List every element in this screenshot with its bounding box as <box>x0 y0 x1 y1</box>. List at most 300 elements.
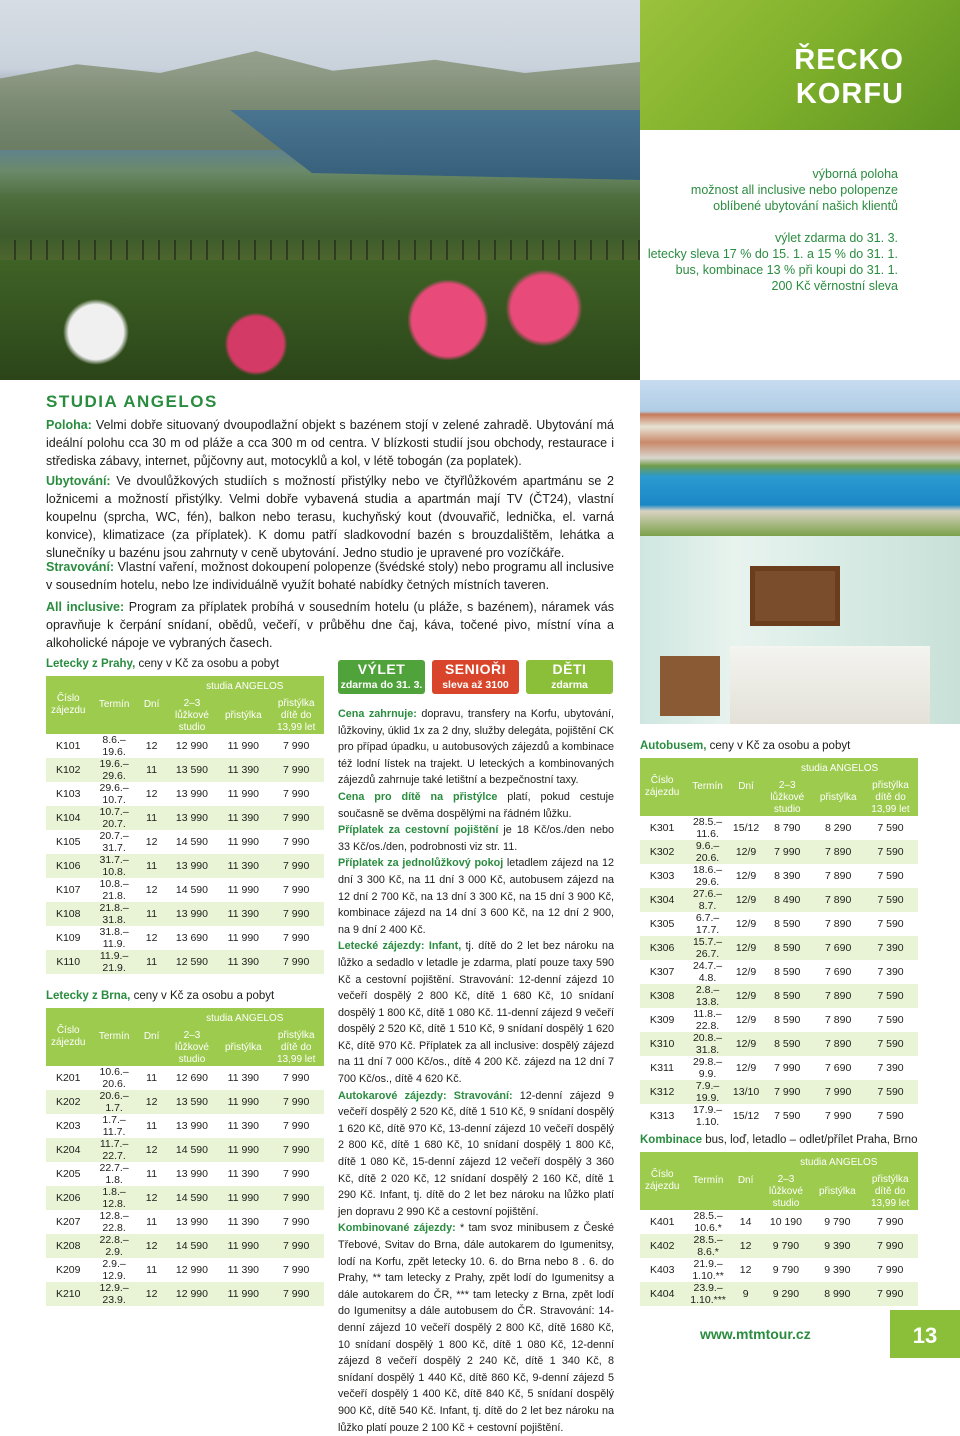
table-row <box>640 1008 918 1032</box>
table-cell: 12/9 <box>731 960 761 984</box>
table-cell: 7 690 <box>813 1056 863 1080</box>
table-cell: K312 <box>640 1080 684 1104</box>
table-cell: 31.8.–11.9. <box>90 926 137 950</box>
table-cell: 8.6.–19.6. <box>90 734 137 758</box>
table-cell: 13 990 <box>166 1162 219 1186</box>
table-cell: 7 990 <box>862 1234 918 1258</box>
table-cell: 13 990 <box>166 1114 219 1138</box>
info-combined-trips: Kombinované zájezdy: * tam svoz minibusem z České Třebové, Svitav do Brna, dále autokarem do Igumenitsy, lodí na Korfu, zpět letecky 10. 6. do Brna nebo 8 . 6. do Prahy, ** tam letecky z Prahy, zpět lodí do Igumenitsy a dále autokarem do ČR, *** tam letecky z Brna, zpět lodí do Igumenitsy a dále autobusem do ČR. Stravování: 14-denní zájezd 10 večeří dospělý 2 800 Kč, dítě 1680 Kč, 10 snídaní dospělý 1 800 Kč, dítě 1 080 Kč, 12-denní zájezd 8 večeří dospělý 2 240 Kč, dítě 1 340 Kč, 8 snídaní dospělý 1 440 Kč, dítě 860 Kč, 9-denní zájezd 5 večeří dospělý 1 400 Kč, dítě 840 Kč, 5 snídaní dospělý 900 Kč, dítě 540 Kč. Infant, tj. dítě do 2 let bez nároku na lůžko platí pouze 2 100 Kč + cestovní pojištění. <box>338 1222 615 1434</box>
table-cell: 1.8.–12.8. <box>90 1186 137 1210</box>
table-cell: 14 590 <box>166 1186 219 1210</box>
table-row <box>640 960 918 984</box>
table-cell: 13 990 <box>166 902 219 926</box>
table-cell: 21.8.–31.8. <box>90 902 137 926</box>
table-cell: 7 990 <box>761 1056 813 1080</box>
table-row <box>46 806 324 830</box>
table-cell: 2.9.–12.9. <box>90 1258 137 1282</box>
table-cell: 12.8.–22.8. <box>90 1210 137 1234</box>
table-cell: 12 <box>138 830 166 854</box>
table-row <box>46 1138 324 1162</box>
table-cell: 7 990 <box>268 950 324 974</box>
table-cell: 13 690 <box>166 926 219 950</box>
table-cell: 7 990 <box>268 1090 324 1114</box>
table-cell: 20.6.–1.7. <box>90 1090 137 1114</box>
table-cell: 12 690 <box>166 1066 219 1090</box>
table-cell: 7 990 <box>268 1258 324 1282</box>
table-cell: 11 390 <box>218 1258 268 1282</box>
table-cell: 11 990 <box>218 1234 268 1258</box>
table-cell: 17.9.–1.10. <box>684 1104 731 1128</box>
table-cell: 14 590 <box>166 878 219 902</box>
table-row <box>46 782 324 806</box>
table-cell: 7 990 <box>268 1234 324 1258</box>
table-row <box>640 816 918 840</box>
table-cell: K210 <box>46 1282 90 1306</box>
table-row <box>46 1090 324 1114</box>
table-cell: 7 390 <box>863 960 918 984</box>
table-row <box>640 1282 918 1306</box>
table-cell: 12/9 <box>731 888 761 912</box>
table-cell: 7 990 <box>268 1210 324 1234</box>
badge-seniors: SENIOŘI sleva až 3100 <box>432 660 519 694</box>
table-row <box>46 926 324 950</box>
accommodation-paragraph: Ubytování: Ve dvoulůžkových studiích s možností přistýlky nebo ve čtyřlůžkovém apartmánu se 2 ložnicemi a možností přistýlky. Velmi dobře vybavená studia a apartmán mají TV (ČT24), vlastní koupelnu (sprcha, WC, fén), balkon nebo terasu, kuchyňský kout (dvouvařič, lednička, el. varná konvice), klimatizace (za příplatek). K domu patří sladkovodní bazén s brouzdalištěm, lehátka a slunečníky u bazénu jsou zahrnuty v ceně ubytování. Jedno studio je upravené pro vozíčkáře. <box>46 474 614 560</box>
all-inclusive-paragraph: All inclusive: Program za příplatek probíhá v sousedním hotelu (u pláže, s bazénem), náramek vás opravňuje k čerpání snídaní, obědů, večeří, v průběhu dne čaj, káva, točené pivo, místní vína a alkoholické nápoje ve vybraných časech. <box>46 600 615 650</box>
table-cell: K209 <box>46 1258 90 1282</box>
promo-3: bus, kombinace 13 % při koupi do 31. 1. <box>675 263 898 277</box>
table-cell: 12/9 <box>731 1008 761 1032</box>
table-cell: K106 <box>46 854 90 878</box>
price-table-combination <box>640 1152 918 1306</box>
table-cell: 12.9.–23.9. <box>90 1282 137 1306</box>
page-number: 13 <box>890 1310 960 1358</box>
table-cell: 11 990 <box>218 782 268 806</box>
table-cell: 7 890 <box>813 840 863 864</box>
table-cell: 29.8.–9.9. <box>684 1056 731 1080</box>
table-cell: K109 <box>46 926 90 950</box>
promo-4: 200 Kč věrnostní sleva <box>771 279 898 293</box>
table-cell: 18.6.–29.6. <box>684 864 731 888</box>
table-cell: K306 <box>640 936 684 960</box>
table-cell: 7 590 <box>863 816 918 840</box>
table-cell: K108 <box>46 902 90 926</box>
table-row <box>46 854 324 878</box>
col-extra-bed: přistýlka <box>812 1174 862 1210</box>
table-cell: 7 990 <box>813 1080 863 1104</box>
badge-children: DĚTI zdarma <box>526 660 613 694</box>
table-cell: 7 890 <box>813 1032 863 1056</box>
table-cell: 7 590 <box>863 1008 918 1032</box>
table-row <box>640 888 918 912</box>
table-cell: 12/9 <box>731 912 761 936</box>
table-cell: 13 590 <box>166 758 219 782</box>
col-extra-bed-child: přistýlka dítě do 13,99 let <box>268 1030 324 1066</box>
col-studio: 2–3 lůžkové studio <box>166 698 219 734</box>
table-cell: 21.9.–1.10.** <box>684 1258 731 1282</box>
table-row <box>640 840 918 864</box>
table-cell: 8 590 <box>761 936 813 960</box>
table-cell: 7 590 <box>863 984 918 1008</box>
table-cell: K401 <box>640 1210 684 1234</box>
country-title: ŘECKO <box>794 44 904 76</box>
table-cell: 7 990 <box>862 1282 918 1306</box>
table-cell: 11 990 <box>218 926 268 950</box>
table-cell: 11 <box>138 758 166 782</box>
table-row <box>46 1162 324 1186</box>
col-dates: Termín <box>90 676 137 734</box>
table-row <box>640 1080 918 1104</box>
table-cell: 9 390 <box>812 1234 862 1258</box>
table-cell: 11.7.–22.7. <box>90 1138 137 1162</box>
table-cell: K310 <box>640 1032 684 1056</box>
highlight-1: výborná poloha <box>812 167 898 181</box>
table-cell: 7 990 <box>268 854 324 878</box>
info-child-extra-bed: Cena pro dítě na přistýlce platí, pokud cestuje současně se dvěma dospělými na řádném lůžku. <box>338 790 614 820</box>
table-cell: 7 890 <box>813 1008 863 1032</box>
table-cell: 9.6.–20.6. <box>684 840 731 864</box>
col-studio: 2–3 lůžkové studio <box>760 1174 813 1210</box>
table-cell: 11 990 <box>218 1282 268 1306</box>
table-cell: K402 <box>640 1234 684 1258</box>
table-cell: K105 <box>46 830 90 854</box>
table-row <box>46 950 324 974</box>
table-cell: 12/9 <box>731 984 761 1008</box>
table-cell: 8 990 <box>812 1282 862 1306</box>
badge-trip-free: VÝLET zdarma do 31. 3. <box>338 660 425 694</box>
table-cell: 7 990 <box>268 878 324 902</box>
table-cell: 11 <box>138 1210 166 1234</box>
table-row <box>640 984 918 1008</box>
table-cell: 14 590 <box>166 830 219 854</box>
table-cell: 14 <box>732 1210 760 1234</box>
table-cell: 10 190 <box>760 1210 813 1234</box>
table-cell: K303 <box>640 864 684 888</box>
table-row <box>46 1210 324 1234</box>
col-days: Dní <box>138 676 166 734</box>
table-cell: 11 390 <box>218 806 268 830</box>
info-insurance: Příplatek za cestovní pojištění je 18 Kč/os./den nebo 33 Kč/os./den, podrobnosti viz str. 11. <box>338 824 614 853</box>
table-cell: 14 590 <box>166 1234 219 1258</box>
table-row <box>46 1186 324 1210</box>
table-cell: 7 390 <box>863 936 918 960</box>
table-cell: 12 <box>732 1258 760 1282</box>
table-cell: K102 <box>46 758 90 782</box>
table-cell: 7 990 <box>862 1210 918 1234</box>
table-cell: 12 <box>138 1282 166 1306</box>
table-row <box>640 864 918 888</box>
table-row <box>46 1258 324 1282</box>
table-cell: 14 590 <box>166 1138 219 1162</box>
table-caption-combination: Kombinace bus, loď, letadlo – odlet/přílet Praha, Brno <box>640 1134 918 1146</box>
table-cell: K302 <box>640 840 684 864</box>
table-row <box>640 1032 918 1056</box>
col-trip-number: Číslo zájezdu <box>640 758 684 816</box>
col-group-studia: studia ANGELOS <box>760 1152 918 1174</box>
table-cell: K308 <box>640 984 684 1008</box>
table-cell: 12 <box>138 1234 166 1258</box>
table-cell: 11 <box>138 854 166 878</box>
table-cell: 13 990 <box>166 1210 219 1234</box>
table-row <box>46 1282 324 1306</box>
table-cell: K205 <box>46 1162 90 1186</box>
table-cell: 10.8.–21.8. <box>90 878 137 902</box>
promo-2: letecky sleva 17 % do 15. 1. a 15 % do 31. 1. <box>647 247 898 261</box>
table-cell: 11 <box>138 1114 166 1138</box>
table-cell: K208 <box>46 1234 90 1258</box>
table-cell: 7 690 <box>813 936 863 960</box>
table-cell: 10.6.–20.6. <box>90 1066 137 1090</box>
table-cell: 7 590 <box>863 1080 918 1104</box>
table-cell: 7 990 <box>268 734 324 758</box>
col-dates: Termín <box>90 1008 137 1066</box>
table-cell: 8 390 <box>761 864 813 888</box>
table-cell: 7 990 <box>761 840 813 864</box>
table-cell: 9 790 <box>760 1258 813 1282</box>
location-paragraph: Poloha: Velmi dobře situovaný dvoupodlažní objekt s bazénem stojí v zelené zahradě. Ubytování má ideální polohu cca 30 m od pláže a cca 300 m od centra. V blízkosti studií jsou obchody, restaurace i střediska zábavy, internet, půjčovny aut, motocyklů a kol, v létě tobogán (za poplatek). <box>46 418 614 468</box>
table-cell: 12/9 <box>731 1032 761 1056</box>
col-extra-bed: přistýlka <box>218 1030 268 1066</box>
col-days: Dní <box>732 1152 760 1210</box>
island-title: KORFU <box>795 78 904 110</box>
table-cell: 22.7.–1.8. <box>90 1162 137 1186</box>
col-dates: Termín <box>684 1152 731 1210</box>
studio-room-photo <box>640 536 960 724</box>
info-single-room: Příplatek za jednolůžkový pokoj letadlem zájezd na 12 dní 3 300 Kč, na 11 dní 3 000 Kč, autobusem zájezd na 12 dní 2 700 Kč, na 13 dní 3 300 Kč, na 15 dní 3 900 Kč, kombinace zájezd na 14 dní 3 600 Kč, na 12 dní 2 900, na 9 dní 2 400 Kč. <box>338 857 614 936</box>
table-cell: 11 390 <box>218 854 268 878</box>
highlight-2: možnost all inclusive nebo polopenze <box>690 183 898 197</box>
table-row <box>46 1234 324 1258</box>
table-cell: 11 990 <box>218 1186 268 1210</box>
col-group-studia: studia ANGELOS <box>166 1008 324 1030</box>
table-cell: K201 <box>46 1066 90 1090</box>
table-cell: K107 <box>46 878 90 902</box>
info-bus-trips: Autokarové zájezdy: Stravování: 12-denní zájezd 9 večeří dospělý 2 520 Kč, dítě 1 510 Kč, 9 snídaní dospělý 1 620 Kč, dítě 970 Kč, 13-denní zájezd 10 večeří dospělý 2 800 Kč, dítě 1 680 Kč, 10 snídaní dospělý 1 800 Kč, dítě 1 080 Kč, 15-denní zájezd 12 večeří dospělý 3 360 Kč, dítě 2 020 Kč, 12 snídaní dospělý 2 160 Kč, dítě 1 290 Kč. Infant, tj. dítě do 2 let bez nároku na lůžko platí jen dopravu 2 990 Kč a cestovní pojištění. <box>338 1089 615 1218</box>
table-cell: 20.8.–31.8. <box>684 1032 731 1056</box>
table-cell: 29.6.–10.7. <box>90 782 137 806</box>
hero-photo-corfu-landscape <box>0 0 640 380</box>
table-cell: 7 990 <box>813 1104 863 1128</box>
table-cell: 11 390 <box>218 1162 268 1186</box>
table-cell: 7 590 <box>863 840 918 864</box>
table-cell: 12 990 <box>166 1258 219 1282</box>
table-cell: 8 790 <box>761 816 813 840</box>
table-cell: 9 790 <box>760 1234 813 1258</box>
table-cell: 2.8.–13.8. <box>684 984 731 1008</box>
table-cell: K403 <box>640 1258 684 1282</box>
table-cell: K313 <box>640 1104 684 1128</box>
col-extra-bed: přistýlka <box>813 780 863 816</box>
col-extra-bed-child: přistýlka dítě do 13,99 let <box>862 1174 918 1210</box>
table-row <box>46 830 324 854</box>
table-cell: 28.5.–8.6.* <box>684 1234 731 1258</box>
table-cell: 19.6.–29.6. <box>90 758 137 782</box>
table-cell: K207 <box>46 1210 90 1234</box>
table-cell: 11 390 <box>218 758 268 782</box>
table-cell: 12/9 <box>731 864 761 888</box>
table-cell: 7 890 <box>813 912 863 936</box>
table-caption-prague: Letecky z Prahy, ceny v Kč za osobu a pobyt <box>46 658 280 670</box>
table-cell: 12 <box>138 878 166 902</box>
table-cell: 7 590 <box>761 1104 813 1128</box>
table-cell: 28.5.–10.6.* <box>684 1210 731 1234</box>
table-cell: 8 290 <box>813 816 863 840</box>
table-cell: 11.9.–21.9. <box>90 950 137 974</box>
table-cell: K202 <box>46 1090 90 1114</box>
table-cell: 12/9 <box>731 936 761 960</box>
col-trip-number: Číslo zájezdu <box>46 676 90 734</box>
table-cell: 11.8.–22.8. <box>684 1008 731 1032</box>
col-studio: 2–3 lůžkové studio <box>761 780 813 816</box>
table-row <box>640 1210 918 1234</box>
table-cell: 11 990 <box>218 878 268 902</box>
table-cell: 11 390 <box>218 902 268 926</box>
table-cell: 7 990 <box>761 1080 813 1104</box>
table-cell: 8 590 <box>761 1032 813 1056</box>
table-cell: K305 <box>640 912 684 936</box>
table-cell: K404 <box>640 1282 684 1306</box>
table-cell: 7 990 <box>268 926 324 950</box>
table-cell: 11 990 <box>218 830 268 854</box>
col-extra-bed-child: přistýlka dítě do 13,99 let <box>863 780 918 816</box>
table-cell: 12 <box>138 1138 166 1162</box>
col-days: Dní <box>731 758 761 816</box>
table-cell: K311 <box>640 1056 684 1080</box>
table-cell: 11 <box>138 950 166 974</box>
board-paragraph: Stravování: Vlastní vaření, možnost dokoupení polopenze (švédské stoly) nebo programu all inclusive v sousedním hotelu, nebo lze individuálně využít bohaté nabídky četných místních taveren. <box>46 560 614 592</box>
table-cell: K301 <box>640 816 684 840</box>
col-dates: Termín <box>684 758 731 816</box>
table-cell: K309 <box>640 1008 684 1032</box>
table-cell: 12 990 <box>166 734 219 758</box>
table-cell: K110 <box>46 950 90 974</box>
table-cell: 11 <box>138 1066 166 1090</box>
hotel-pool-photo <box>640 380 960 536</box>
table-cell: K104 <box>46 806 90 830</box>
table-row <box>640 1104 918 1128</box>
table-cell: 7 390 <box>863 1056 918 1080</box>
col-studio: 2–3 lůžkové studio <box>166 1030 219 1066</box>
table-row <box>640 936 918 960</box>
table-cell: 12/9 <box>731 840 761 864</box>
highlight-3: oblíbené ubytování našich klientů <box>713 199 898 213</box>
col-extra-bed-child: přistýlka dítě do 13,99 let <box>268 698 324 734</box>
table-cell: 15.7.–26.7. <box>684 936 731 960</box>
table-cell: 13 990 <box>166 806 219 830</box>
table-row <box>640 1234 918 1258</box>
col-trip-number: Číslo zájezdu <box>640 1152 684 1210</box>
table-cell: K204 <box>46 1138 90 1162</box>
table-cell: 8 490 <box>761 888 813 912</box>
table-row <box>46 1066 324 1090</box>
table-cell: 11 390 <box>218 1114 268 1138</box>
price-table-bus <box>640 758 918 1128</box>
table-cell: 11 390 <box>218 1066 268 1090</box>
table-cell: 7 890 <box>813 984 863 1008</box>
table-cell: 11 390 <box>218 1210 268 1234</box>
table-cell: K103 <box>46 782 90 806</box>
table-cell: 12 <box>732 1234 760 1258</box>
pricing-info-column <box>338 706 614 1436</box>
table-cell: 7 990 <box>268 1138 324 1162</box>
table-cell: 7 990 <box>268 1186 324 1210</box>
table-row <box>46 1114 324 1138</box>
table-cell: 13 590 <box>166 1090 219 1114</box>
table-cell: 12 590 <box>166 950 219 974</box>
table-row <box>46 878 324 902</box>
table-cell: 7 990 <box>268 758 324 782</box>
website-url[interactable]: www.mtmtour.cz <box>700 1326 811 1342</box>
col-trip-number: Číslo zájezdu <box>46 1008 90 1066</box>
table-cell: 13/10 <box>731 1080 761 1104</box>
table-cell: K304 <box>640 888 684 912</box>
table-row <box>46 902 324 926</box>
table-cell: 10.7.–20.7. <box>90 806 137 830</box>
table-cell: 9 390 <box>812 1258 862 1282</box>
table-cell: 7 590 <box>863 1032 918 1056</box>
table-cell: 12 <box>138 782 166 806</box>
table-cell: 1.7.–11.7. <box>90 1114 137 1138</box>
table-cell: 6.7.–17.7. <box>684 912 731 936</box>
table-cell: 13 990 <box>166 854 219 878</box>
table-row <box>46 734 324 758</box>
col-days: Dní <box>138 1008 166 1066</box>
table-cell: 11 <box>138 1258 166 1282</box>
table-cell: 11 990 <box>218 1090 268 1114</box>
table-caption-bus: Autobusem, ceny v Kč za osobu a pobyt <box>640 740 851 752</box>
table-cell: 7 590 <box>863 912 918 936</box>
table-cell: 27.6.–8.7. <box>684 888 731 912</box>
table-cell: 11 990 <box>218 1138 268 1162</box>
table-cell: K206 <box>46 1186 90 1210</box>
table-cell: 7 990 <box>268 830 324 854</box>
table-cell: 9 <box>732 1282 760 1306</box>
table-cell: 8 590 <box>761 984 813 1008</box>
table-caption-brno: Letecky z Brna, ceny v Kč za osobu a pobyt <box>46 990 275 1002</box>
info-air-trips: Letecké zájezdy: Infant, tj. dítě do 2 let bez nároku na lůžko a sedadlo v letadle je zdarma, platí pouze taxy 590 Kč a cestovní pojištění. Stravování: 12-denní zájezd 10 večeří dospělý 2 800 Kč, dítě 1 680 Kč, 10 snídaní dospělý 1 800 Kč, dítě 1 080 Kč. 11-denní zájezd 9 večeří dospělý 2 520 Kč, dítě 1 510 Kč, 9 snídaní dospělý 1 620 Kč, dítě 970 Kč. Příplatek za all inclusive: dospělý zájezd na 11 dní 7 000 Kč/os., dítě 4 200 Kč. zájezd na 12 dní 7 700 Kč/os., dítě 4 620 Kč. <box>338 940 614 1086</box>
table-row <box>640 1056 918 1080</box>
table-cell: 20.7.–31.7. <box>90 830 137 854</box>
table-cell: 9 290 <box>760 1282 813 1306</box>
table-cell: 15/12 <box>731 1104 761 1128</box>
table-cell: 7 990 <box>862 1258 918 1282</box>
table-cell: K203 <box>46 1114 90 1138</box>
table-cell: 8 590 <box>761 960 813 984</box>
table-cell: 12 990 <box>166 1282 219 1306</box>
table-row <box>46 758 324 782</box>
col-extra-bed: přistýlka <box>218 698 268 734</box>
table-cell: 7 990 <box>268 806 324 830</box>
table-row <box>640 912 918 936</box>
table-cell: 12 <box>138 1186 166 1210</box>
table-cell: 22.8.–2.9. <box>90 1234 137 1258</box>
price-table-brno <box>46 1008 324 1306</box>
table-cell: 12 <box>138 734 166 758</box>
table-row <box>640 1258 918 1282</box>
table-cell: 11 390 <box>218 950 268 974</box>
table-cell: 28.5.–11.6. <box>684 816 731 840</box>
table-cell: 7 590 <box>863 1104 918 1128</box>
table-cell: 11 <box>138 806 166 830</box>
table-cell: 7 990 <box>268 902 324 926</box>
price-table-prague <box>46 676 324 974</box>
table-cell: 7 890 <box>813 888 863 912</box>
table-cell: 7 990 <box>268 1282 324 1306</box>
col-group-studia: studia ANGELOS <box>166 676 324 698</box>
table-cell: 15/12 <box>731 816 761 840</box>
hotel-name: STUDIA ANGELOS <box>46 392 218 411</box>
table-cell: 7 990 <box>268 1066 324 1090</box>
table-cell: 11 990 <box>218 734 268 758</box>
